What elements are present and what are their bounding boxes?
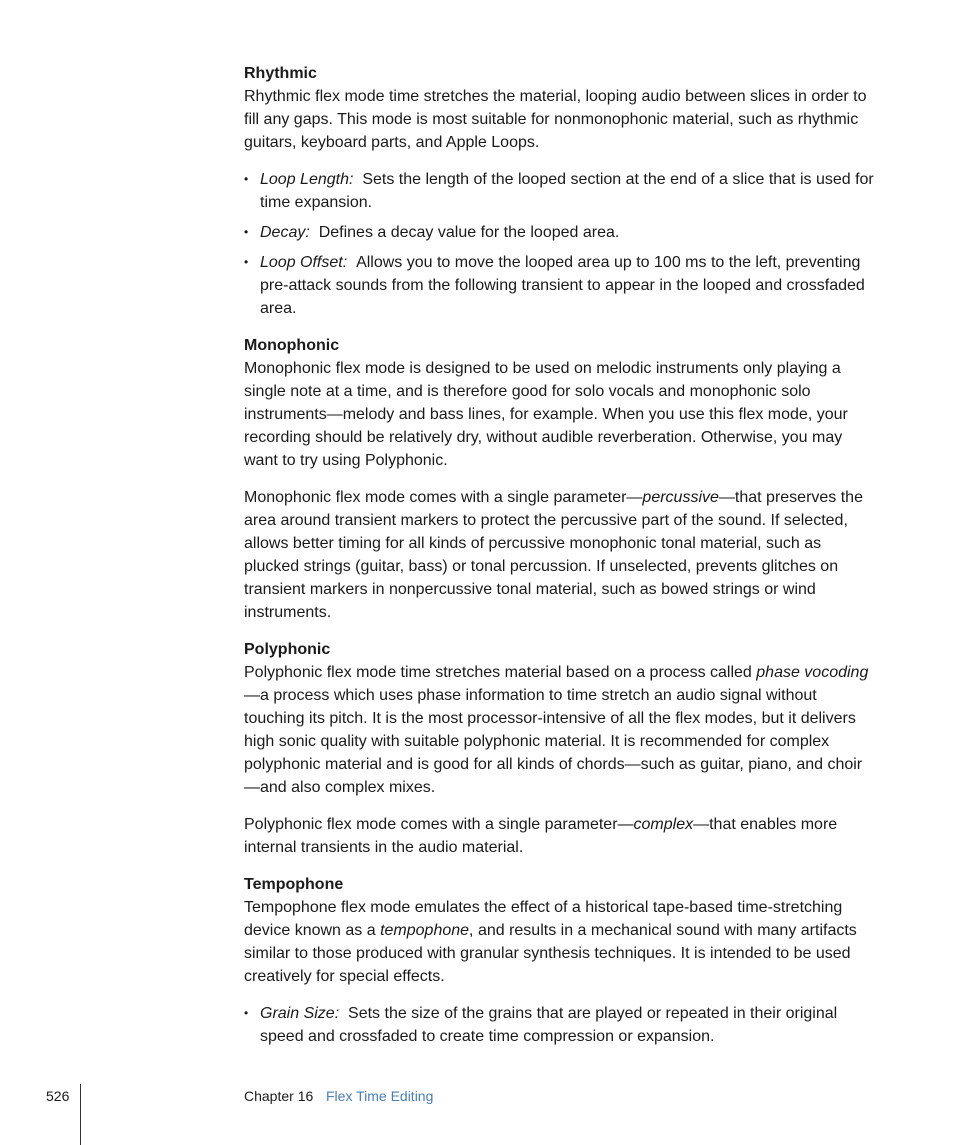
text-run: —that preserves the area around transient markers to protect the percussive part of the sound. If selected, allows better timing for all kinds of percussive monophonic tonal material, such as plucked strings (guitar, bass) or tonal percussion. If unselected, prevents glitches on transient markers in nonpercussive tonal material, such as bowed strings or wind instruments.: [244, 489, 863, 621]
text-run: Monophonic flex mode comes with a single parameter—: [244, 489, 643, 506]
list-item: [244, 1002, 876, 1048]
section-tempophone: [244, 873, 876, 1048]
section-heading: Polyphonic: [244, 641, 331, 658]
chapter-title-link[interactable]: Flex Time Editing: [326, 1088, 434, 1104]
bullet-list: [244, 1002, 876, 1048]
text-run: —a process which uses phase information to time stretch an audio signal without touching its pitch. It is the most processor-intensive of all the flex modes, but it delivers high sonic quality with suitable polyphonic material. It is recommended for complex polyphonic material and is good for all kinds of chords—such as guitar, piano, and choir—and also complex mixes.: [244, 687, 863, 796]
term-description: Sets the size of the grains that are played or repeated in their original speed and crossfaded to create time compression or expansion.: [260, 1005, 838, 1045]
text-run: Polyphonic flex mode time stretches material based on a process called: [244, 664, 757, 681]
term-description: Defines a decay value for the looped area.: [318, 224, 620, 241]
bullet-icon: •: [244, 255, 249, 269]
section-heading: Tempophone: [244, 876, 344, 893]
term: Loop Offset:: [260, 254, 348, 271]
page-number: 526: [46, 1088, 70, 1104]
paragraph: Monophonic flex mode is designed to be used on melodic instruments only playing a single note at a time, and is therefore good for solo vocals and monophonic solo instruments—melody and bass lines, for example. When you use this flex mode, your recording should be relatively dry, without audible reverberation. Otherwise, you may want to try using Polyphonic.: [244, 360, 848, 469]
text-run: Polyphonic flex mode comes with a single parameter—: [244, 816, 634, 833]
term: Decay:: [260, 224, 310, 241]
paragraph: [244, 486, 876, 624]
bullet-icon: •: [244, 225, 249, 239]
emphasis: phase vocoding: [756, 664, 869, 681]
bullet-icon: •: [244, 1006, 249, 1020]
paragraph: [244, 813, 876, 859]
page-content: [244, 62, 876, 1062]
list-item: [244, 168, 876, 214]
term: Grain Size:: [260, 1005, 340, 1022]
page-footer: [0, 1086, 954, 1106]
emphasis: complex: [633, 816, 694, 833]
paragraph: [244, 896, 876, 988]
text-run: , and results in a mechanical sound with many artifacts similar to those produced with granular synthesis techniques. It is intended to be used creatively for special effects.: [244, 922, 857, 985]
bullet-icon: •: [244, 172, 249, 186]
text-run: —that enables more internal transients in the audio material.: [244, 816, 838, 856]
term-description: Allows you to move the looped area up to 100 ms to the left, preventing pre-attack sounds from the following transient to appear in the looped and crossfaded area.: [260, 254, 865, 317]
section-rhythmic: [244, 62, 876, 320]
section-heading: Rhythmic: [244, 65, 317, 82]
bullet-list: [244, 168, 876, 320]
chapter-label: Chapter 16: [244, 1088, 314, 1104]
list-item: [244, 221, 876, 244]
emphasis: percussive: [642, 489, 719, 506]
section-polyphonic: [244, 638, 876, 859]
paragraph: [244, 661, 876, 799]
emphasis: tempophone: [380, 922, 470, 939]
section-monophonic: [244, 334, 876, 624]
term: Loop Length:: [260, 171, 354, 188]
paragraph: Rhythmic flex mode time stretches the material, looping audio between slices in order to fill any gaps. This mode is most suitable for nonmonophonic material, such as rhythmic guitars, keyboard parts, and Apple Loops.: [244, 88, 867, 151]
term-description: Sets the length of the looped section at the end of a slice that is used for time expansion.: [260, 171, 874, 211]
section-heading: Monophonic: [244, 337, 340, 354]
text-run: Tempophone flex mode emulates the effect of a historical tape-based time-stretching device known as a: [244, 899, 843, 939]
list-item: [244, 251, 876, 320]
